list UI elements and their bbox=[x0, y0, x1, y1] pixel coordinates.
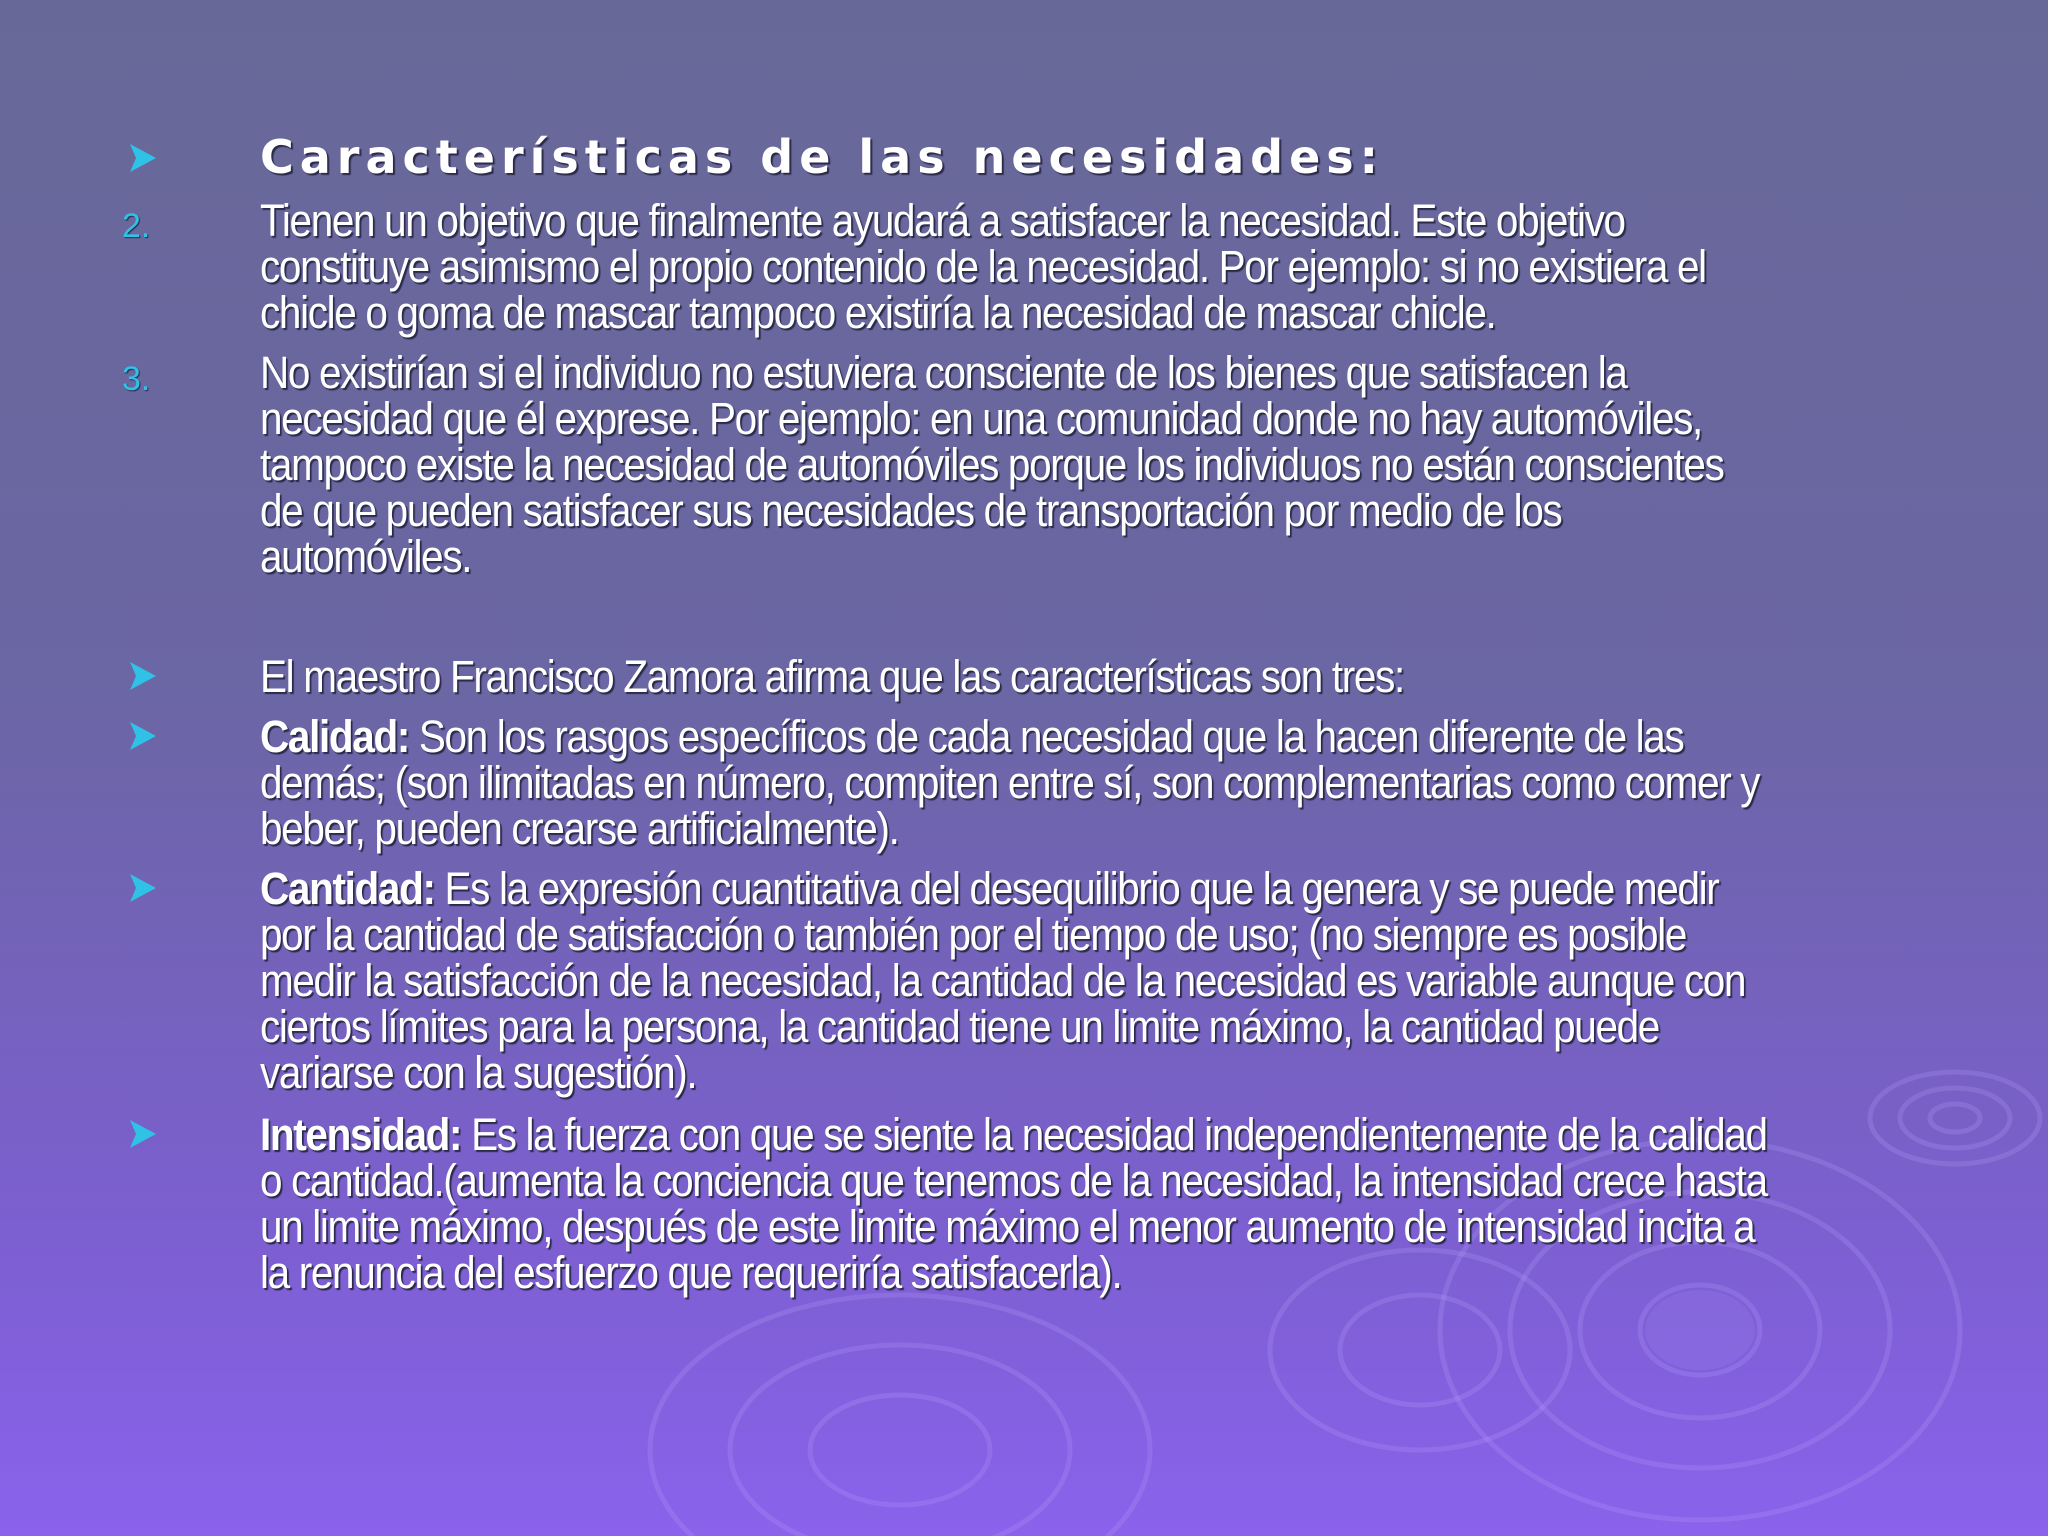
characteristic-description: Son los rasgos específicos de cada necesidad que la hacen diferente de las demás; (son ilimitadas en número, compiten entre sí, son complementarias como comer y beber, pueden crearse artificialmente). bbox=[260, 711, 1760, 854]
slide-heading: Características de las necesidades: bbox=[260, 130, 1385, 184]
list-number: 2. bbox=[122, 207, 151, 245]
characteristic-description: Es la expresión cuantitativa del desequilibrio que la genera y se puede medir por la cantidad de satisfacción o también por el tiempo de uso; (no siempre es posible medir la satisfacción de la necesidad, la cantidad de la necesidad es variable aunque con ciertos límites para la persona, la cantidad tiene un limite máximo, la cantidad puede variarse con la sugestión). bbox=[260, 863, 1746, 1098]
characteristic-item bbox=[260, 863, 1772, 1098]
characteristic-term: Intensidad: bbox=[260, 1109, 462, 1160]
arrowhead-bullet-icon bbox=[122, 656, 162, 696]
characteristic-term: Calidad: bbox=[260, 711, 409, 762]
characteristic-item bbox=[260, 1109, 1772, 1298]
characteristic-item bbox=[260, 711, 1772, 854]
numbered-item-text: No existirían si el individuo no estuviera consciente de los bienes que satisfacen la necesidad que él exprese. Por ejemplo: en una comunidad donde no hay automóviles, tampoco existe la necesidad de automóviles porque los individuos no están conscientes de que pueden satisfacer sus necesidades de transportación por medio de los automóviles. bbox=[260, 347, 1724, 582]
arrowhead-bullet-icon bbox=[122, 1114, 162, 1154]
arrowhead-bullet-icon bbox=[122, 716, 162, 756]
intro-text: El maestro Francisco Zamora afirma que las características son tres: bbox=[260, 651, 1404, 702]
characteristic-term: Cantidad: bbox=[260, 863, 435, 914]
arrowhead-bullet-icon bbox=[122, 138, 162, 178]
characteristic-description: Es la fuerza con que se siente la necesidad independientemente de la calidad o cantidad.(aumenta la conciencia que tenemos de la necesidad, la intensidad crece hasta un limite máximo, después de este limite máximo el menor aumento de intensidad incita a la renuncia del esfuerzo que requeriría satisfacerla). bbox=[260, 1109, 1767, 1298]
numbered-item-text: Tienen un objetivo que finalmente ayudará a satisfacer la necesidad. Este objetivo constituye asimismo el propio contenido de la necesidad. Por ejemplo: si no existiera el chicle o goma de mascar tampoco existiría la necesidad de mascar chicle. bbox=[260, 195, 1706, 338]
list-number: 3. bbox=[122, 360, 151, 398]
arrowhead-bullet-icon bbox=[122, 868, 162, 908]
